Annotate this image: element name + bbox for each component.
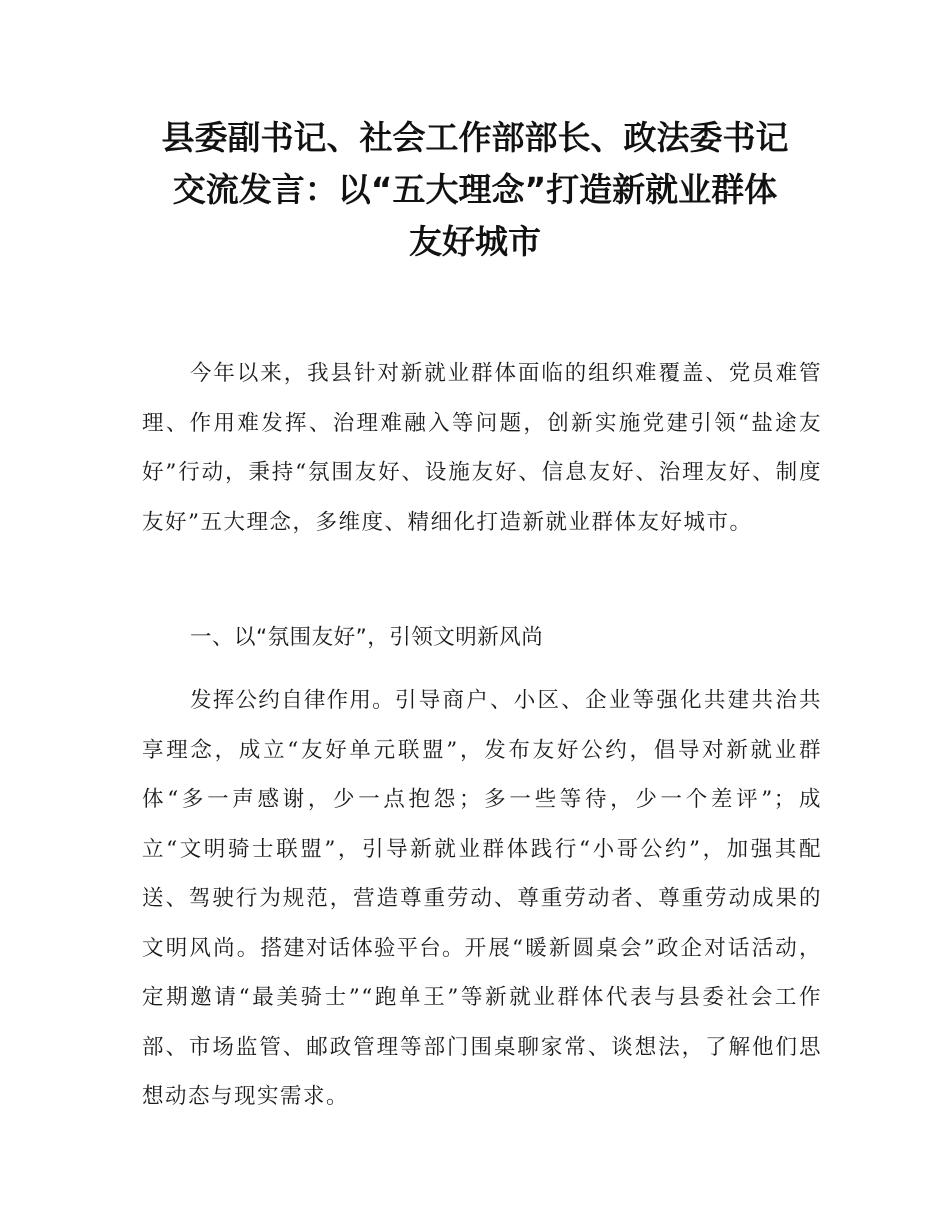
title-line-3: 友好城市 xyxy=(409,222,541,261)
section-1-lead-1: 发挥公约自律作用。 xyxy=(190,688,395,713)
section-1-lead-2: 搭建对话体验平台。 xyxy=(260,935,465,961)
title-line-2: 交流发言：以“五大理念”打造新就业群体 xyxy=(172,170,778,209)
section-1-text-1: 引导商户、小区、企业等强化共建共治共享理念，成立“友好单元联盟”，发布友好公约，倡导对新就业群体“多一声感谢，少一点抱怨；多一些等待，少一个差评”；成立“文明骑士联盟”，引导新就业群体践行“小哥公约”，加强其配送、驾驶行为规范，营造尊重劳动、尊重劳动者、尊重劳动成果的文明风尚。 xyxy=(142,688,822,961)
section-1-text-2: 开展“暖新圆桌会”政企对话活动，定期邀请“最美骑士”“跑单王”等新就业群体代表与县委社会工作部、市场监管、邮政管理等部门围桌聊家常、谈想法，了解他们思想动态与现实需求。 xyxy=(142,935,822,1109)
document-title xyxy=(110,112,840,268)
intro-paragraph: 今年以来，我县针对新就业群体面临的组织难覆盖、党员难管理、作用难发挥、治理难融入等问题，创新实施党建引领“盐途友好”行动，秉持“氛围友好、设施友好、信息友好、治理友好、制度友好”五大理念，多维度、精细化打造新就业群体友好城市。 xyxy=(142,361,822,535)
section-1-paragraph xyxy=(142,676,822,1122)
title-line-1: 县委副书记、社会工作部部长、政法委书记 xyxy=(161,118,789,157)
section-1-heading: 一、以“氛围友好”，引领文明新风尚 xyxy=(190,625,544,650)
